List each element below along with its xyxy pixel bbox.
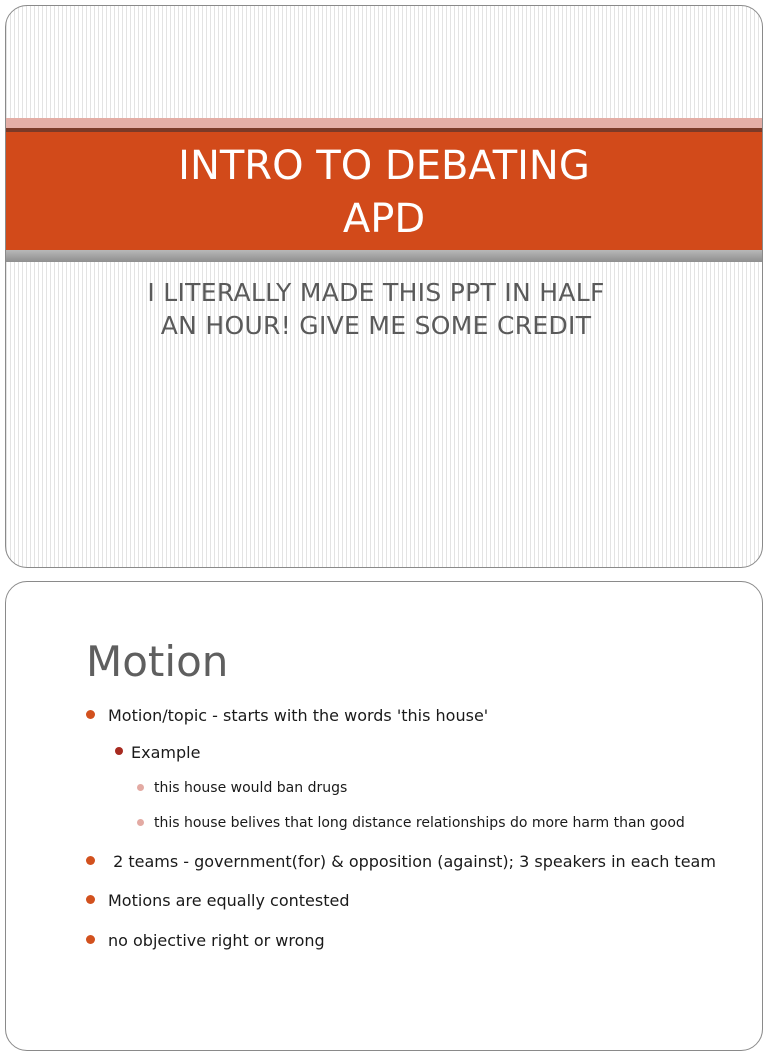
bullet-dot <box>137 819 144 826</box>
bullet-item: this house belives that long distance relationships do more harm than good <box>154 815 685 831</box>
bullet-item: this house would ban drugs <box>154 780 347 796</box>
slide-title <box>6 140 762 246</box>
bullet-item: Motions are equally contested <box>108 891 349 910</box>
slide-title-line2: APD <box>342 196 426 242</box>
title-slide <box>5 5 763 568</box>
bullet-item: Example <box>131 743 200 762</box>
slide-subtitle <box>6 276 746 342</box>
motion-title: Motion <box>86 637 229 686</box>
bullet-dot <box>86 895 95 904</box>
slide-subtitle-line1: I LITERALLY MADE THIS PPT IN HALF <box>147 278 605 307</box>
bullet-dot <box>137 784 144 791</box>
bullet-item: Motion/topic - starts with the words 'this house' <box>108 706 488 725</box>
title-band-top <box>6 118 762 128</box>
bullet-dot <box>86 710 95 719</box>
bullet-dot <box>86 935 95 944</box>
bullet-dot <box>115 747 123 755</box>
bullet-dot <box>86 856 95 865</box>
title-band-bottom <box>6 250 762 262</box>
slide-subtitle-line2: AN HOUR! GIVE ME SOME CREDIT <box>160 311 592 340</box>
bullet-item: no objective right or wrong <box>108 931 325 950</box>
bullet-item: 2 teams - government(for) & opposition (against); 3 speakers in each team <box>108 852 716 871</box>
motion-slide <box>5 581 763 1051</box>
slide-title-line1: INTRO TO DEBATING <box>178 143 590 189</box>
